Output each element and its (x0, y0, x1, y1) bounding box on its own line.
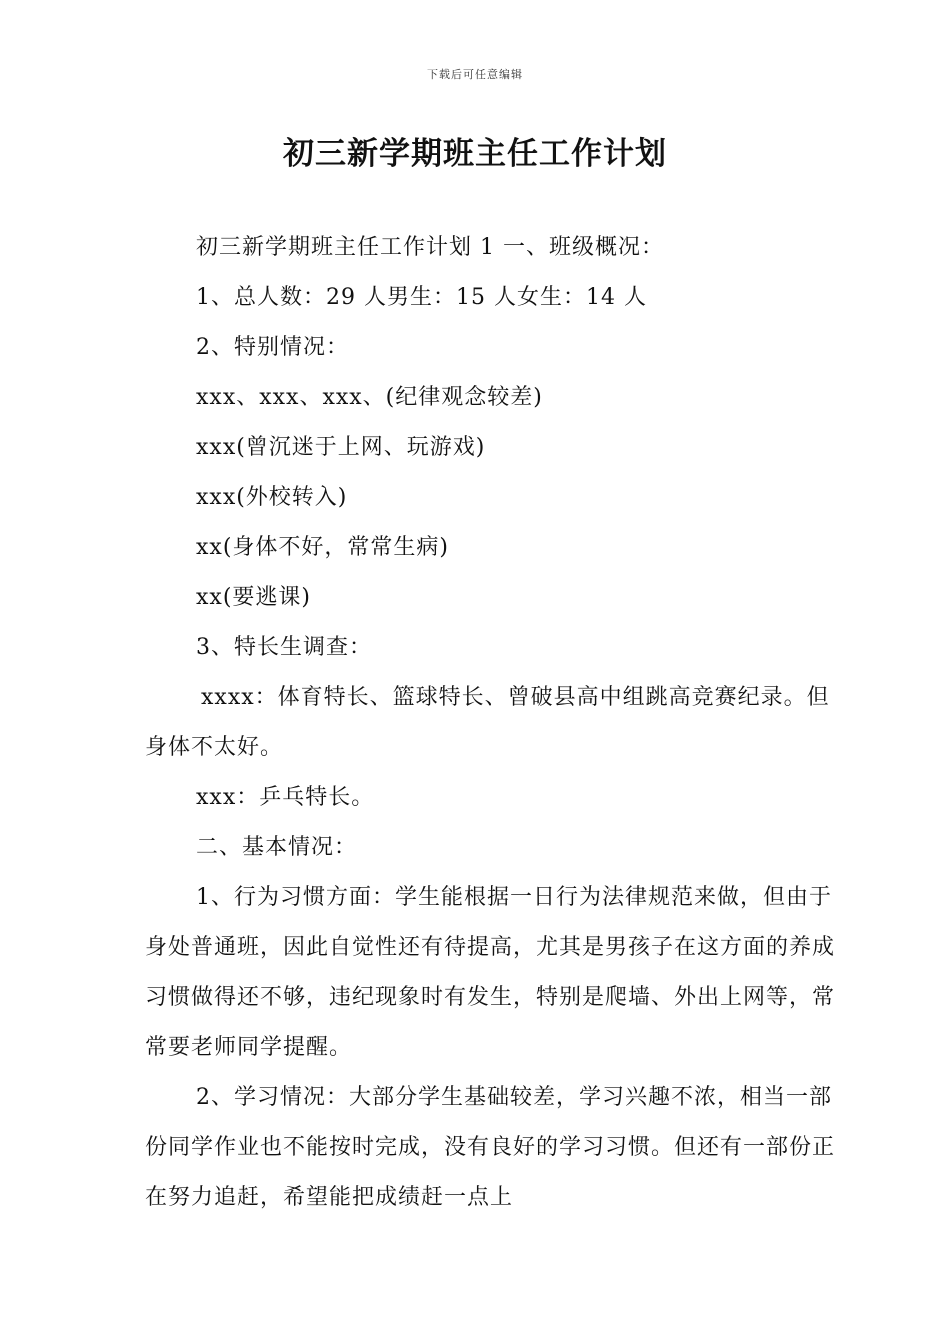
header-note: 下载后可任意编辑 (427, 68, 523, 81)
paragraph-basic-heading: 二、基本情况： (196, 835, 358, 860)
paragraph-study: 2、学习情况：大部分学生基础较差，学习兴趣不浓，相当一部份同学作业也不能按时完成，没有良好的学习习惯。但还有一部份正在努力追赶，希望能把成绩赶一点上 (145, 1085, 836, 1210)
paragraph-class-overview: 初三新学期班主任工作计划 1 一、班级概况： (196, 235, 664, 260)
paragraph-special-internet: xxx(曾沉迷于上网、玩游戏) (196, 435, 486, 460)
paragraph-behavior: 1、行为习惯方面：学生能根据一日行为法律规范来做，但由于身处普通班，因此自觉性还有待提高，尤其是男孩子在这方面的养成习惯做得还不够，违纪现象时有发生，特别是爬墙、外出上网等，常常要老师同学提醒。 (145, 885, 836, 1060)
paragraph-special-health: xx(身体不好，常常生病) (196, 535, 449, 560)
paragraph-special-truancy: xx(要逃课) (196, 585, 311, 610)
document-title: 初三新学期班主任工作计划 (283, 136, 667, 172)
document-body (145, 223, 835, 1223)
paragraph-talent-heading: 3、特长生调查： (196, 635, 372, 660)
paragraph-special-transfer: xxx(外校转入) (196, 485, 348, 510)
paragraph-talent-sports: xxxx：体育特长、篮球特长、曾破县高中组跳高竞赛纪录。但身体不太好。 (145, 685, 830, 760)
paragraph-total-count: 1、总人数：29 人男生：15 人女生：14 人 (196, 285, 647, 310)
paragraph-special-heading: 2、特别情况： (196, 335, 349, 360)
paragraph-special-discipline: xxx、xxx、xxx、(纪律观念较差) (196, 385, 543, 410)
paragraph-talent-pingpong: xxx：乒乓特长。 (196, 785, 375, 810)
